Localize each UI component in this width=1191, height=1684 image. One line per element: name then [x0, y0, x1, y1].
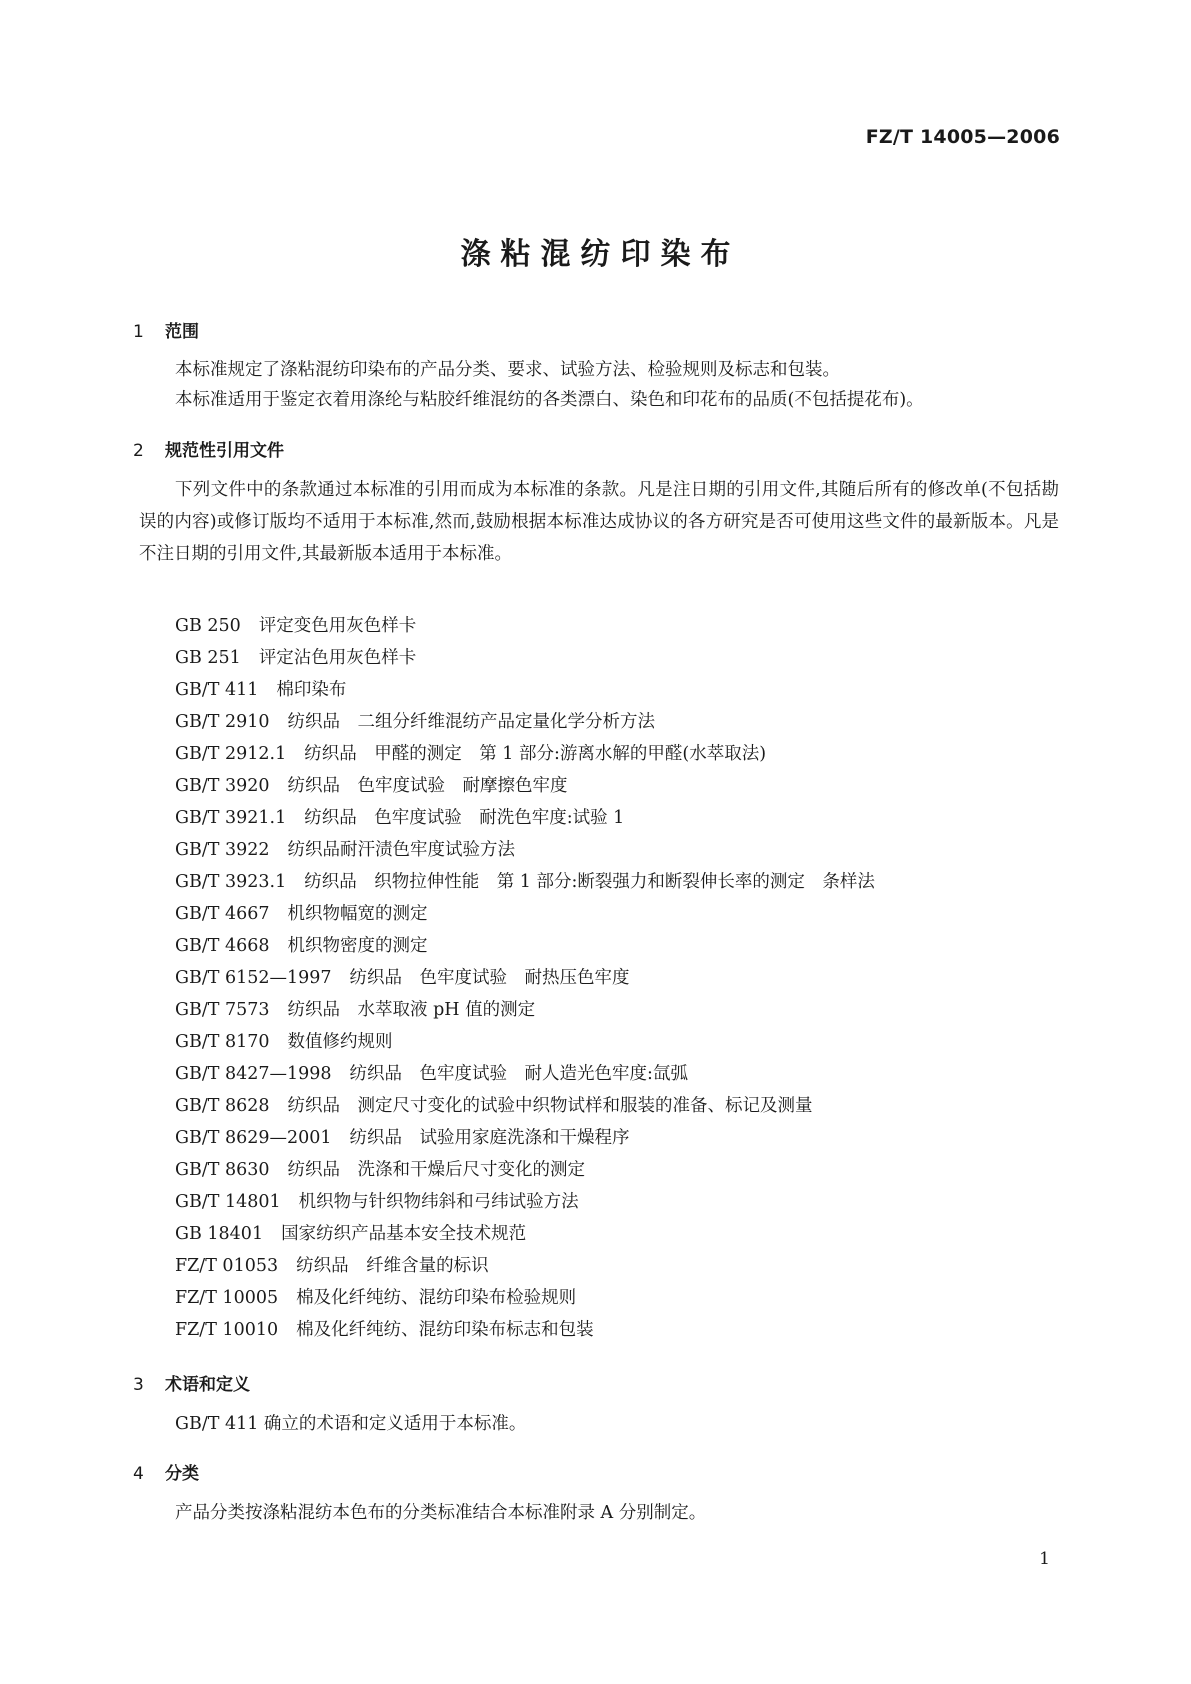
reference-item [175, 1282, 875, 1314]
page-number: 1 [1039, 1549, 1050, 1569]
reference-code: GB/T 2912.1 [175, 744, 287, 764]
reference-title: 纺织品耐汗渍色牢度试验方法 [287, 840, 516, 860]
reference-title: 纺织品 色牢度试验 耐人造光色牢度:氙弧 [349, 1064, 688, 1084]
reference-title: 机织物密度的测定 [287, 936, 428, 956]
reference-code: GB 250 [175, 616, 241, 636]
reference-title: 纺织品 测定尺寸变化的试验中织物试样和服装的准备、标记及测量 [287, 1096, 813, 1116]
reference-title: 纺织品 色牢度试验 耐洗色牢度:试验 1 [304, 808, 625, 828]
document-code: FZ/T 14005—2006 [865, 126, 1060, 148]
reference-code: GB/T 7573 [175, 1000, 270, 1020]
reference-title: 纺织品 洗涤和干燥后尺寸变化的测定 [287, 1160, 586, 1180]
paragraph: GB/T 411 确立的术语和定义适用于本标准。 [175, 1414, 527, 1434]
reference-item [175, 1090, 875, 1122]
section-heading-terms-and-definitions [133, 1370, 250, 1395]
reference-title: 纺织品 甲醛的测定 第 1 部分:游离水解的甲醛(水萃取法) [304, 744, 767, 764]
reference-code: FZ/T 01053 [175, 1256, 279, 1276]
reference-title: 棉及化纤纯纺、混纺印染布标志和包装 [296, 1320, 594, 1340]
section-title: 规范性引用文件 [165, 441, 284, 461]
paragraph: 产品分类按涤粘混纺本色布的分类标准结合本标准附录 A 分别制定。 [175, 1503, 707, 1523]
reference-item [175, 706, 875, 738]
reference-title: 国家纺织产品基本安全技术规范 [281, 1224, 527, 1244]
reference-code: GB/T 3921.1 [175, 808, 287, 828]
reference-code: GB/T 8628 [175, 1096, 270, 1116]
reference-title: 纺织品 织物拉伸性能 第 1 部分:断裂强力和断裂伸长率的测定 条样法 [304, 872, 875, 892]
section-number: 1 [133, 322, 144, 342]
reference-code: GB/T 2910 [175, 712, 270, 732]
reference-item [175, 1154, 875, 1186]
reference-title: 纺织品 纤维含量的标识 [296, 1256, 489, 1276]
reference-code: FZ/T 10005 [175, 1288, 279, 1308]
section-number: 3 [133, 1375, 144, 1395]
reference-title: 纺织品 二组分纤维混纺产品定量化学分析方法 [287, 712, 656, 732]
reference-item [175, 898, 875, 930]
reference-code: GB/T 4667 [175, 904, 270, 924]
reference-title: 机织物与针织物纬斜和弓纬试验方法 [298, 1192, 579, 1212]
reference-title: 棉及化纤纯纺、混纺印染布检验规则 [296, 1288, 577, 1308]
reference-item [175, 1186, 875, 1218]
section-title: 分类 [165, 1464, 199, 1484]
section-heading-normative-references [133, 436, 284, 461]
reference-code: GB/T 3922 [175, 840, 270, 860]
document-title: 涤粘混纺印染布 [460, 237, 741, 272]
reference-item [175, 738, 875, 770]
reference-title: 纺织品 色牢度试验 耐热压色牢度 [349, 968, 630, 988]
reference-code: GB/T 8427—1998 [175, 1064, 332, 1084]
reference-title: 评定变色用灰色样卡 [258, 616, 417, 636]
reference-item [175, 802, 875, 834]
reference-code: GB/T 4668 [175, 936, 270, 956]
reference-item [175, 1250, 875, 1282]
section-title: 范围 [165, 322, 199, 342]
reference-title: 纺织品 试验用家庭洗涤和干燥程序 [349, 1128, 630, 1148]
reference-title: 纺织品 水萃取液 pH 值的测定 [287, 1000, 536, 1020]
reference-item [175, 642, 875, 674]
reference-item [175, 1122, 875, 1154]
reference-item [175, 994, 875, 1026]
reference-item [175, 866, 875, 898]
reference-item [175, 1058, 875, 1090]
reference-code: GB/T 14801 [175, 1192, 281, 1212]
reference-item [175, 962, 875, 994]
reference-item [175, 1314, 875, 1346]
reference-item [175, 1218, 875, 1250]
section-title: 术语和定义 [165, 1375, 250, 1395]
reference-code: GB/T 8629—2001 [175, 1128, 332, 1148]
reference-title: 评定沾色用灰色样卡 [258, 648, 417, 668]
reference-item [175, 834, 875, 866]
section-number: 4 [133, 1464, 144, 1484]
reference-title: 数值修约规则 [287, 1032, 393, 1052]
reference-code: GB/T 8630 [175, 1160, 270, 1180]
reference-code: GB/T 3923.1 [175, 872, 287, 892]
reference-item [175, 770, 875, 802]
paragraph: 本标准适用于鉴定衣着用涤纶与粘胶纤维混纺的各类漂白、染色和印花布的品质(不包括提花布)。 [175, 390, 924, 410]
reference-code: GB/T 411 [175, 680, 259, 700]
reference-title: 纺织品 色牢度试验 耐摩擦色牢度 [287, 776, 568, 796]
reference-item [175, 1026, 875, 1058]
reference-item [175, 674, 875, 706]
reference-item [175, 610, 875, 642]
reference-title: 机织物幅宽的测定 [287, 904, 428, 924]
reference-item [175, 930, 875, 962]
references-intro-paragraph: 下列文件中的条款通过本标准的引用而成为本标准的条款。凡是注日期的引用文件,其随后所有的修改单(不包括勘误的内容)或修订版均不适用于本标准,然而,鼓励根据本标准达成协议的各方研究是否可使用这些文件的最新版本。凡是不注日期的引用文件,其最新版本适用于本标准。 [139, 480, 1059, 564]
reference-title: 棉印染布 [276, 680, 347, 700]
reference-code: GB 251 [175, 648, 241, 668]
reference-code: GB 18401 [175, 1224, 264, 1244]
reference-code: GB/T 3920 [175, 776, 270, 796]
reference-code: GB/T 8170 [175, 1032, 270, 1052]
reference-code: FZ/T 10010 [175, 1320, 279, 1340]
section-heading-classification [133, 1459, 199, 1484]
section-number: 2 [133, 441, 144, 461]
reference-list [175, 610, 875, 1346]
reference-code: GB/T 6152—1997 [175, 968, 332, 988]
section-heading-scope [133, 317, 199, 342]
paragraph: 本标准规定了涤粘混纺印染布的产品分类、要求、试验方法、检验规则及标志和包装。 [175, 360, 840, 380]
